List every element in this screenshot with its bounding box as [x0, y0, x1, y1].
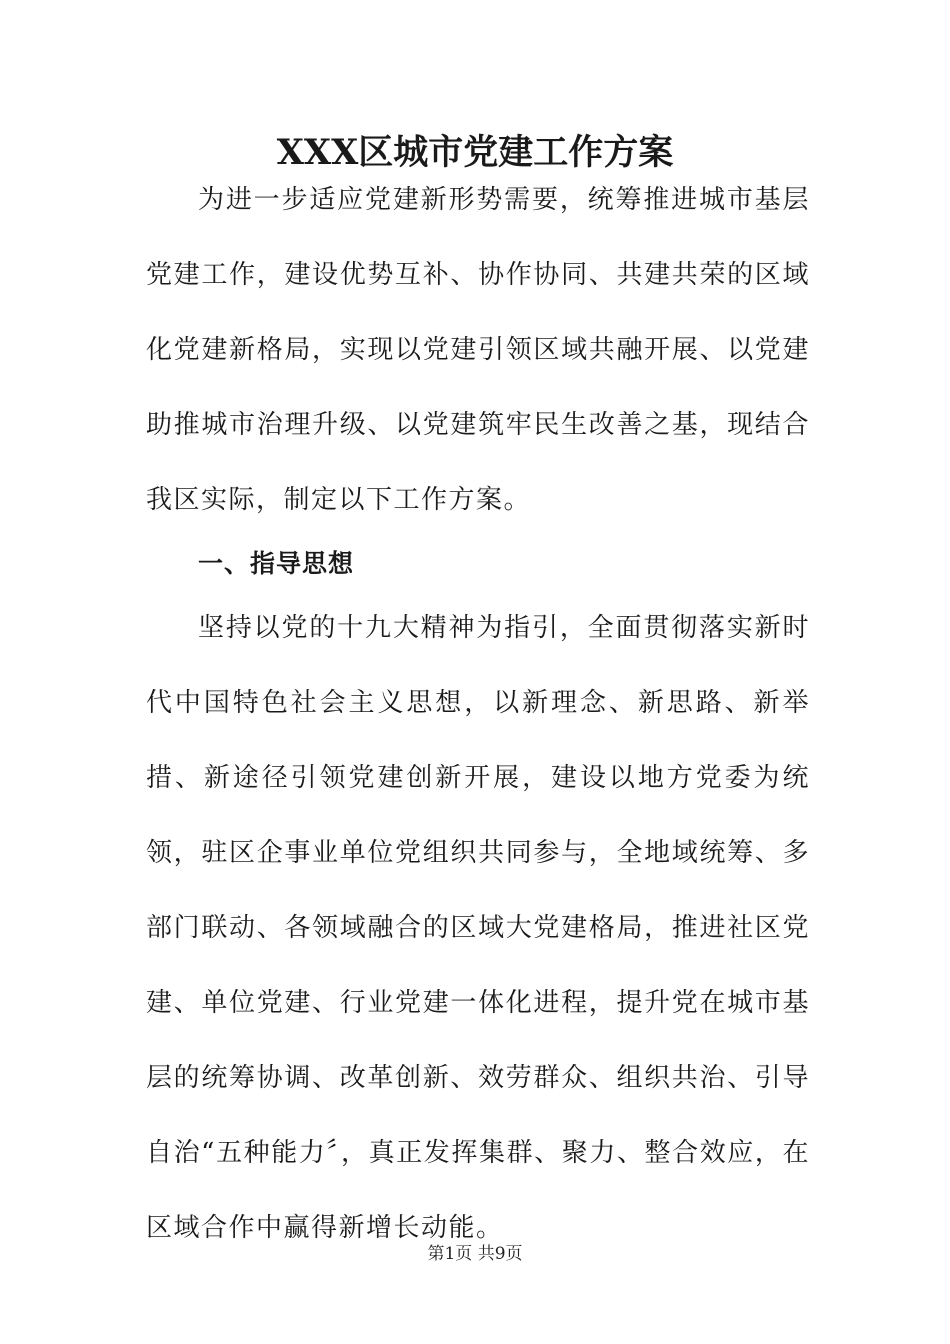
section-heading: 一、指导思想: [198, 549, 355, 578]
page-footer: 第1页 共9页: [427, 1244, 523, 1264]
intro-paragraph: 为进一步适应党建新形势需要，统筹推进城市基层党建工作，建设优势互补、协作协同、共建共荣的区域化党建新格局，实现以党建引领区域共融开展、以党建助推城市治理升级、以党建筑牢民生改善之基，现结合我区实际，制定以下工作方案。: [146, 185, 810, 515]
document-title: XXX区城市党建工作方案: [276, 132, 674, 173]
guiding-ideology-paragraph: 坚持以党的十九大精神为指引，全面贯彻落实新时代中国特色社会主义思想，以新理念、新思路、新举措、新途径引领党建创新开展，建设以地方党委为统领，驻区企事业单位党组织共同参与，全地域统筹、多部门联动、各领域融合的区域大党建格局，推进社区党建、单位党建、行业党建一体化进程，提升党在城市基层的统筹协调、改革创新、效劳群众、组织共治、引导自治“五种能力〞，真正发挥集群、聚力、整合效应，在区域合作中赢得新增长动能。: [146, 613, 810, 1243]
